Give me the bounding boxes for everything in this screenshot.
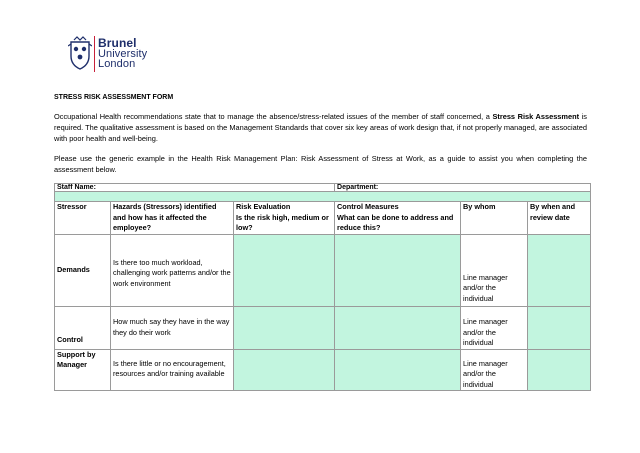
staff-name-field[interactable]	[55, 184, 335, 192]
risk-assessment-table	[54, 183, 591, 391]
university-logo	[68, 36, 158, 76]
logo-line-2: University	[98, 47, 148, 60]
table-row	[55, 349, 591, 391]
stressor-cell: Control	[55, 307, 111, 350]
hazard-cell: Is there too much workload, challenging work patterns and/or the work environment	[111, 235, 234, 307]
intro-bold-term: Stress Risk Assessment	[492, 112, 580, 121]
header-by-whom: By whom	[461, 202, 528, 235]
staff-name-label: Staff Name:	[57, 184, 96, 191]
intro-paragraph	[54, 111, 587, 144]
table-row	[55, 235, 591, 307]
hazard-cell: Is there little or no encouragement, resources and/or training available	[111, 349, 234, 391]
header-stressor: Stressor	[55, 202, 111, 235]
green-band	[55, 192, 591, 202]
header-by-when: By when and review date	[528, 202, 591, 235]
risk-input-cell[interactable]	[234, 349, 335, 391]
stressor-cell: Demands	[55, 235, 111, 307]
header-risk: Risk Evaluation Is the risk high, medium or low?	[234, 202, 335, 235]
header-control: Control Measures What can be done to address and reduce this?	[335, 202, 461, 235]
control-input-cell[interactable]	[335, 307, 461, 350]
by-when-input-cell[interactable]	[528, 349, 591, 391]
by-whom-cell: Line manager and/or the individual	[461, 349, 528, 391]
hazard-cell: How much say they have in the way they do their work	[111, 307, 234, 350]
by-whom-cell: Line manager and/or the individual	[461, 235, 528, 307]
department-label: Department:	[337, 184, 379, 191]
logo-divider	[94, 36, 95, 72]
logo-line-1: Brunel	[98, 36, 137, 50]
intro-text-before: Occupational Health recommendations state that to manage the absence/stress-related issues of the member of staff concerned, a	[54, 112, 493, 121]
header-hazards: Hazards (Stressors) identified and how has it affected the employee?	[111, 202, 234, 235]
stressor-cell: Support by Manager	[55, 349, 111, 391]
form-title: STRESS RISK ASSESSMENT FORM	[54, 94, 174, 101]
logo-line-3: London	[98, 58, 136, 70]
intro-text-after: is required. The qualitative assessment is based on the Management Standards that cover six key areas of work design that, if not properly managed, are associated with poor health and well-being.	[54, 112, 587, 143]
by-whom-cell: Line manager and/or the individual	[461, 307, 528, 350]
guide-paragraph: Please use the generic example in the Health Risk Management Plan: Risk Assessment of Stress at Work, as a guide to assist you when completing the assessment below.	[54, 154, 587, 174]
department-field[interactable]	[335, 184, 591, 192]
risk-input-cell[interactable]	[234, 235, 335, 307]
table-row	[55, 307, 591, 350]
by-when-input-cell[interactable]	[528, 307, 591, 350]
by-when-input-cell[interactable]	[528, 235, 591, 307]
logo-wordmark	[98, 38, 147, 70]
crest-icon	[68, 36, 92, 70]
risk-input-cell[interactable]	[234, 307, 335, 350]
control-input-cell[interactable]	[335, 235, 461, 307]
control-input-cell[interactable]	[335, 349, 461, 391]
